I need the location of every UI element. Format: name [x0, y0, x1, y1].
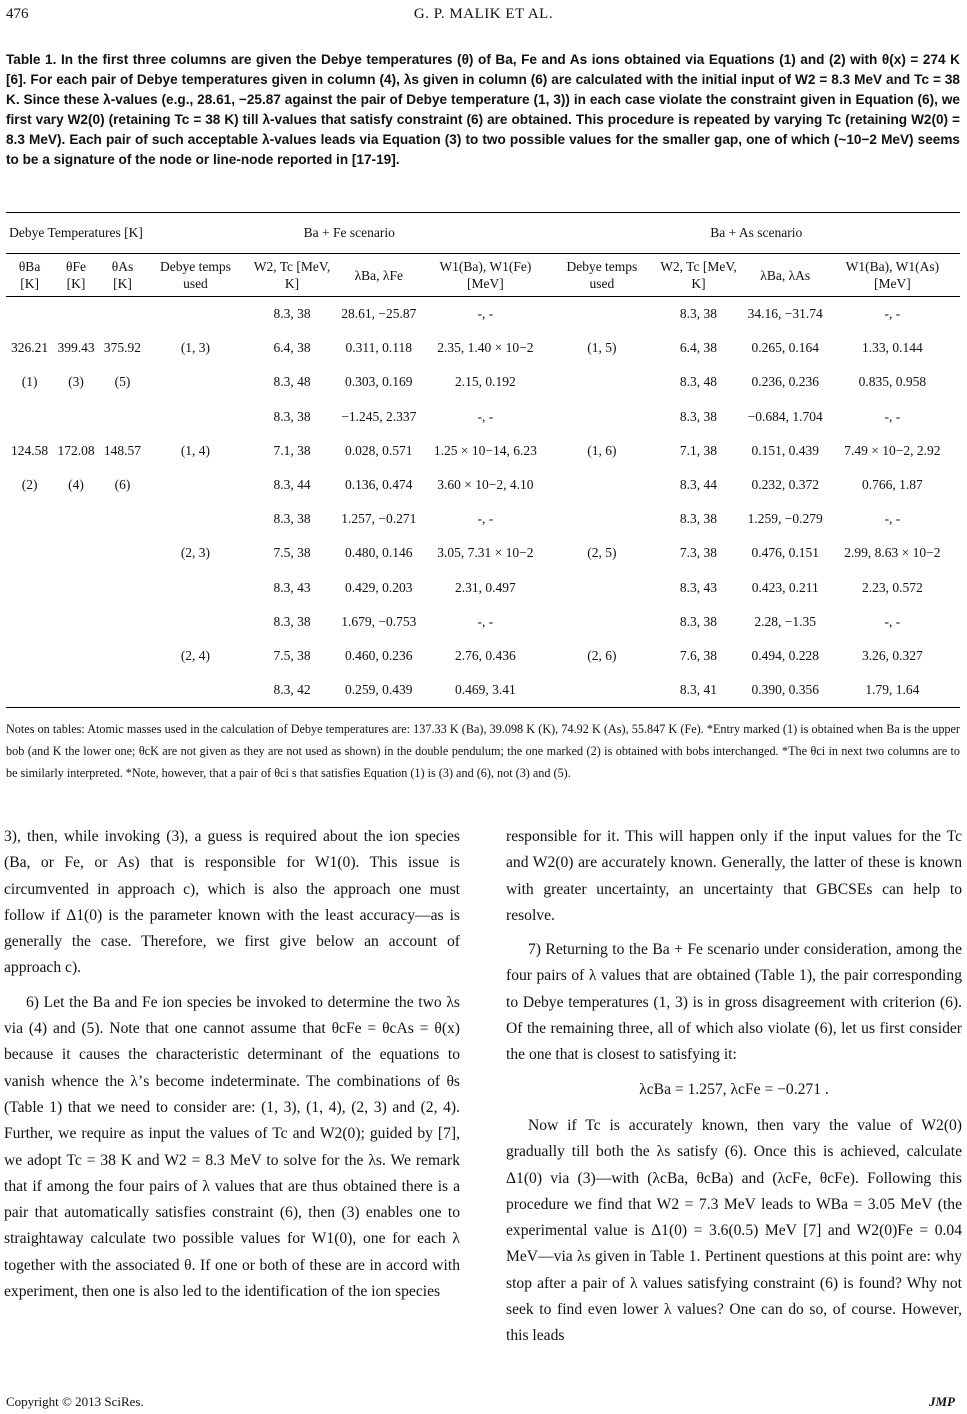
table-cell	[146, 297, 245, 332]
table-cell: 0.259, 0.439	[339, 673, 418, 708]
table-cell: -, -	[884, 613, 901, 629]
table-cell: 8.3, 38	[679, 511, 718, 527]
table-cell	[146, 605, 245, 639]
table-row	[6, 502, 960, 536]
column-header-row	[6, 254, 960, 297]
table-cell: (2, 6)	[587, 647, 617, 663]
table-cell: 7.1, 38	[679, 442, 718, 458]
table-cell: 0.460, 0.236	[345, 647, 413, 663]
right-column	[506, 824, 962, 1350]
table-cell: (6)	[114, 477, 131, 493]
table-cell	[99, 639, 146, 673]
table-cell	[553, 400, 652, 434]
table-cell	[53, 673, 99, 708]
table-cell: 28.61, −25.87	[341, 306, 417, 322]
table-cell: 8.3, 38	[679, 408, 718, 424]
table-cell	[53, 536, 99, 570]
table-cell: 0.390, 0.356	[746, 673, 825, 708]
table-cell	[99, 605, 146, 639]
table-cell: (1, 6)	[587, 442, 617, 458]
table-cell	[53, 605, 99, 639]
table-cell: 8.3, 48	[273, 374, 311, 390]
table-cell: (4)	[68, 477, 84, 493]
table-cell	[553, 605, 652, 639]
table-cell: (1, 5)	[587, 340, 617, 356]
table-row	[6, 434, 960, 468]
table-cell: -, -	[884, 306, 901, 322]
column-header: W2, Tc [MeV, K]	[651, 254, 745, 297]
table-cell: 0.151, 0.439	[751, 442, 819, 458]
table-row	[6, 400, 960, 434]
right-paragraph-1: responsible for it. This will happen only if the input values for the Tc and W2(0) are accurately known. Generally, the latter of these is known with greater uncertainty, an uncertainty that GBCSEs can help to resolve.	[506, 828, 962, 924]
table-cell	[146, 673, 245, 708]
table-cell: 34.16, −31.74	[747, 306, 823, 322]
table-cell: 1.257, −0.271	[341, 511, 417, 527]
table-cell: 2.99, 8.63 × 10−2	[844, 545, 941, 561]
table-cell: 7.1, 38	[273, 442, 311, 458]
table-cell	[553, 673, 652, 708]
group-header-ba-as: Ba + As scenario	[553, 213, 961, 254]
table-cell: 124.58	[11, 442, 49, 458]
right-paragraph-3: Now if Tc is accurately known, then vary the value of W2(0) gradually till both the λs satisfy (6). Once this is achieved, calculate Δ1(0) via (3)—with (λcBa, θcBa) and (λcFe, θcFe). Following this procedure we find that W2 = 7.3 MeV leads to WBa = 3.05 MeV (the experimental value is Δ1(0) = 3.6(0.5) MeV [7] and W2(0)Fe = 0.04 MeV—via λs given in Table 1. Pertinent questions at this point are: why stop after a pair of λ values satisfying constraint (6) is found? Why not seek to find even lower λ values? One can do so, of course. However, this leads	[506, 1116, 962, 1345]
table-cell: 7.5, 38	[273, 647, 311, 663]
table-cell	[99, 536, 146, 570]
table-cell: 0.469, 3.41	[418, 673, 552, 708]
table-cell: 8.3, 38	[273, 408, 311, 424]
table-cell: 2.15, 0.192	[455, 374, 516, 390]
table-cell	[553, 571, 652, 605]
table-cell: 0.236, 0.236	[751, 374, 819, 390]
table-cell	[6, 639, 53, 673]
table-cell: -, -	[477, 511, 494, 527]
table-body	[6, 297, 960, 708]
table-cell	[6, 400, 53, 434]
table-cell	[99, 297, 146, 332]
table-cell: 8.3, 38	[273, 613, 311, 629]
table-cell: 8.3, 44	[679, 477, 718, 493]
table-cell: (2, 5)	[587, 545, 617, 561]
table-cell	[6, 297, 53, 332]
table-cell: 2.31, 0.497	[455, 579, 516, 595]
table-cell: 8.3, 38	[679, 613, 718, 629]
table-row	[6, 297, 960, 332]
table-cell	[146, 365, 245, 399]
table-cell	[553, 297, 652, 332]
table-row	[6, 571, 960, 605]
table-cell: 3.26, 0.327	[862, 647, 923, 663]
table-cell: 326.21	[11, 340, 49, 356]
table-cell: (1, 4)	[180, 442, 211, 458]
footer-copyright: Copyright © 2013 SciRes.	[6, 1394, 144, 1409]
table-cell: 8.3, 38	[679, 306, 718, 322]
table-row	[6, 365, 960, 399]
column-header: W1(Ba), W1(As) [MeV]	[825, 254, 960, 297]
table-cell	[53, 297, 99, 332]
table-cell: 2.76, 0.436	[455, 647, 516, 663]
table-cell: 8.3, 43	[679, 579, 718, 595]
table-cell	[6, 536, 53, 570]
table-cell	[53, 502, 99, 536]
column-header: W1(Ba), W1(Fe) [MeV]	[418, 254, 552, 297]
table-notes: Notes on tables: Atomic masses used in the calculation of Debye temperatures are: 137.33 K (Ba), 39.098 K (K), 74.92 K (As), 55.847 K (Fe). *Entry marked (1) is obtained when Ba is the upper bob (and K the lower one; θcK are not given as they are not used as shown) in the double pendulum; the one marked (2) is obtained with bobs interchanged. *The θci in next two columns are to be similarly interpreted. *Note, however, that a pair of θci s that satisfies Equation (1) is (3) and (6), not (3) and (5).	[6, 722, 960, 780]
table-row	[6, 673, 960, 708]
table-row	[6, 331, 960, 365]
table-cell	[146, 502, 245, 536]
table-cell: 1.33, 0.144	[862, 340, 923, 356]
table-row	[6, 605, 960, 639]
table-cell: 399.43	[57, 340, 95, 356]
running-authors: G. P. MALIK ET AL.	[413, 6, 554, 22]
group-header-row	[6, 213, 960, 254]
table-1	[6, 212, 960, 708]
table-cell: 6.4, 38	[273, 340, 311, 356]
table-caption: Table 1. In the first three columns are given the Debye temperatures (θ) of Ba, Fe and As ions obtained via Equations (1) and (2) with θ(x) = 274 K [6]. For each pair of Debye temperatures given in column (4), λs given in column (6) are calculated with the initial input of W2 = 8.3 MeV and Tc = 38 K. Since these λ-values (e.g., 28.61, −25.87 against the pair of Debye temperature (1, 3)) in each case violate the constraint given in Equation (6), we first vary W2(0) (retaining Tc = 38 K) till λ-values that satisfy constraint (6) are obtained. This procedure is repeated by varying Tc (retaining W2(0) = 8.3 MeV). Each pair of such acceptable λ-values leads via Equation (3) to two possible values for the smaller gap, one of which (~10−2 MeV) seems to be a signature of the node or line-node reported in [17-19].	[6, 52, 960, 167]
table-cell	[6, 673, 53, 708]
table-cell: 0.494, 0.228	[751, 647, 819, 663]
left-paragraph-1: 3), then, while invoking (3), a guess is required about the ion species (Ba, or Fe, or As) that is responsible for W1(0). This issue is circumvented in approach c), which is also the approach one must follow if Δ1(0) is the parameter known with the least accuracy—as is generally the case. Therefore, we first give below an account of approach c).	[4, 828, 460, 977]
table-cell: 8.3, 42	[245, 673, 339, 708]
table-cell: -, -	[884, 408, 901, 424]
table-cell	[553, 502, 652, 536]
table-cell	[146, 468, 245, 502]
table-cell	[99, 571, 146, 605]
column-header: W2, Tc [MeV, K]	[245, 254, 339, 297]
table-cell	[553, 365, 652, 399]
table-cell: 7.6, 38	[679, 647, 718, 663]
table-cell: 1.79, 1.64	[825, 673, 960, 708]
page-header	[0, 0, 967, 30]
table-cell: 7.5, 38	[273, 545, 311, 561]
table-cell: 2.23, 0.572	[862, 579, 923, 595]
table-cell: 0.480, 0.146	[345, 545, 413, 561]
table-cell: (2)	[21, 477, 38, 493]
table-cell: 0.232, 0.372	[751, 477, 819, 493]
column-header: θAs [K]	[99, 254, 146, 297]
column-header: Debye temps used	[553, 254, 652, 297]
table-cell: -, -	[477, 408, 494, 424]
footer-journal: JMP	[929, 1394, 955, 1409]
table-cell: 0.303, 0.169	[345, 374, 413, 390]
table-cell: (3)	[68, 374, 84, 390]
table-cell: 0.265, 0.164	[751, 340, 819, 356]
table-cell: 1.679, −0.753	[341, 613, 417, 629]
group-header-debye: Debye Temperatures [K]	[6, 213, 146, 254]
table-cell: (1, 3)	[180, 340, 211, 356]
table-cell: 6.4, 38	[679, 340, 718, 356]
table-cell: 8.3, 41	[651, 673, 745, 708]
table-cell: 0.311, 0.118	[345, 340, 413, 356]
table-cell: 0.136, 0.474	[345, 477, 413, 493]
table-cell	[6, 502, 53, 536]
table-cell: 8.3, 48	[679, 374, 718, 390]
right-paragraph-2: 7) Returning to the Ba + Fe scenario under consideration, among the four pairs of λ values that are obtained (Table 1), the pair corresponding to Debye temperatures (1, 3) is in gross disagreement with criterion (6). Of the remaining three, all of which also violate (6), let us first consider the one that is closest to satisfying it:	[506, 941, 962, 1064]
table-row	[6, 468, 960, 502]
table-cell: (5)	[114, 374, 131, 390]
table-cell	[99, 502, 146, 536]
column-header: λBa, λAs	[746, 254, 825, 297]
table-cell	[553, 468, 652, 502]
table-cell: 3.60 × 10−2, 4.10	[437, 477, 534, 493]
table-cell: -, -	[477, 613, 494, 629]
table-cell: 3.05, 7.31 × 10−2	[437, 545, 534, 561]
table-cell: 2.28, −1.35	[754, 613, 817, 629]
table-cell: (1)	[21, 374, 38, 390]
table-cell: 148.57	[103, 442, 142, 458]
table-row	[6, 536, 960, 570]
table-cell	[146, 571, 245, 605]
table-cell: 8.3, 43	[273, 579, 311, 595]
table-cell: 0.028, 0.571	[345, 442, 413, 458]
table-cell	[53, 400, 99, 434]
table-cell: 172.08	[57, 442, 95, 458]
table-cell	[6, 605, 53, 639]
table-cell: 0.766, 1.87	[862, 477, 923, 493]
page-number: 476	[6, 6, 29, 22]
table-cell: (2, 3)	[180, 545, 211, 561]
equation: λcBa = 1.257, λcFe = −0.271 .	[639, 1080, 829, 1098]
table-cell	[99, 673, 146, 708]
table-cell: 1.25 × 10−14, 6.23	[433, 442, 537, 458]
table-cell: 8.3, 44	[273, 477, 311, 493]
table-cell: 375.92	[103, 340, 142, 356]
table-cell: −1.245, 2.337	[341, 408, 417, 424]
table-cell: 1.259, −0.279	[747, 511, 823, 527]
table-cell: -, -	[884, 511, 901, 527]
column-header: λBa, λFe	[339, 254, 418, 297]
table-cell: 2.35, 1.40 × 10−2	[437, 340, 534, 356]
table-cell: 7.49 × 10−2, 2.92	[844, 442, 941, 458]
table-cell	[6, 571, 53, 605]
left-paragraph-2: 6) Let the Ba and Fe ion species be invoked to determine the two λs via (4) and (5). Note that one cannot assume that θcFe = θcAs = θ(x) because it causes the characteristic determinant of the equations to vanish whence the λ’s become indeterminate. The combinations of θs (Table 1) that we need to consider are: (1, 3), (1, 4), (2, 3) and (2, 4). Further, we require as input the values of Tc and W2(0); guided by [7], we adopt Tc = 38 K and W2 = 8.3 MeV to solve for the λs. We remark that if among the four pairs of λ values that are thus obtained there is a pair that automatically satisfies constraint (6), then (3) enables one to straightaway calculate two possible values for W1(0), one for each λ together with the associated θ. If one or both of these are in accord with experiment, then one is also led to the identification of the ion species	[4, 993, 460, 1301]
column-header: θBa [K]	[6, 254, 53, 297]
table-cell	[53, 571, 99, 605]
table-cell: 8.3, 38	[273, 511, 311, 527]
column-header: Debye temps used	[146, 254, 245, 297]
table-cell: 0.423, 0.211	[751, 579, 819, 595]
table-row	[6, 639, 960, 673]
table-cell: 0.835, 0.958	[858, 374, 927, 390]
table-cell: 0.476, 0.151	[751, 545, 819, 561]
data-table	[6, 212, 960, 708]
column-header: θFe [K]	[53, 254, 99, 297]
table-cell	[99, 400, 146, 434]
table-cell: (2, 4)	[180, 647, 211, 663]
group-header-ba-fe: Ba + Fe scenario	[146, 213, 552, 254]
table-cell: -, -	[477, 306, 494, 322]
table-cell	[53, 639, 99, 673]
table-cell: 7.3, 38	[679, 545, 718, 561]
table-cell: 0.429, 0.203	[345, 579, 413, 595]
table-cell: −0.684, 1.704	[747, 408, 823, 424]
table-cell: 8.3, 38	[273, 306, 311, 322]
left-column	[4, 824, 460, 1305]
table-cell	[146, 400, 245, 434]
